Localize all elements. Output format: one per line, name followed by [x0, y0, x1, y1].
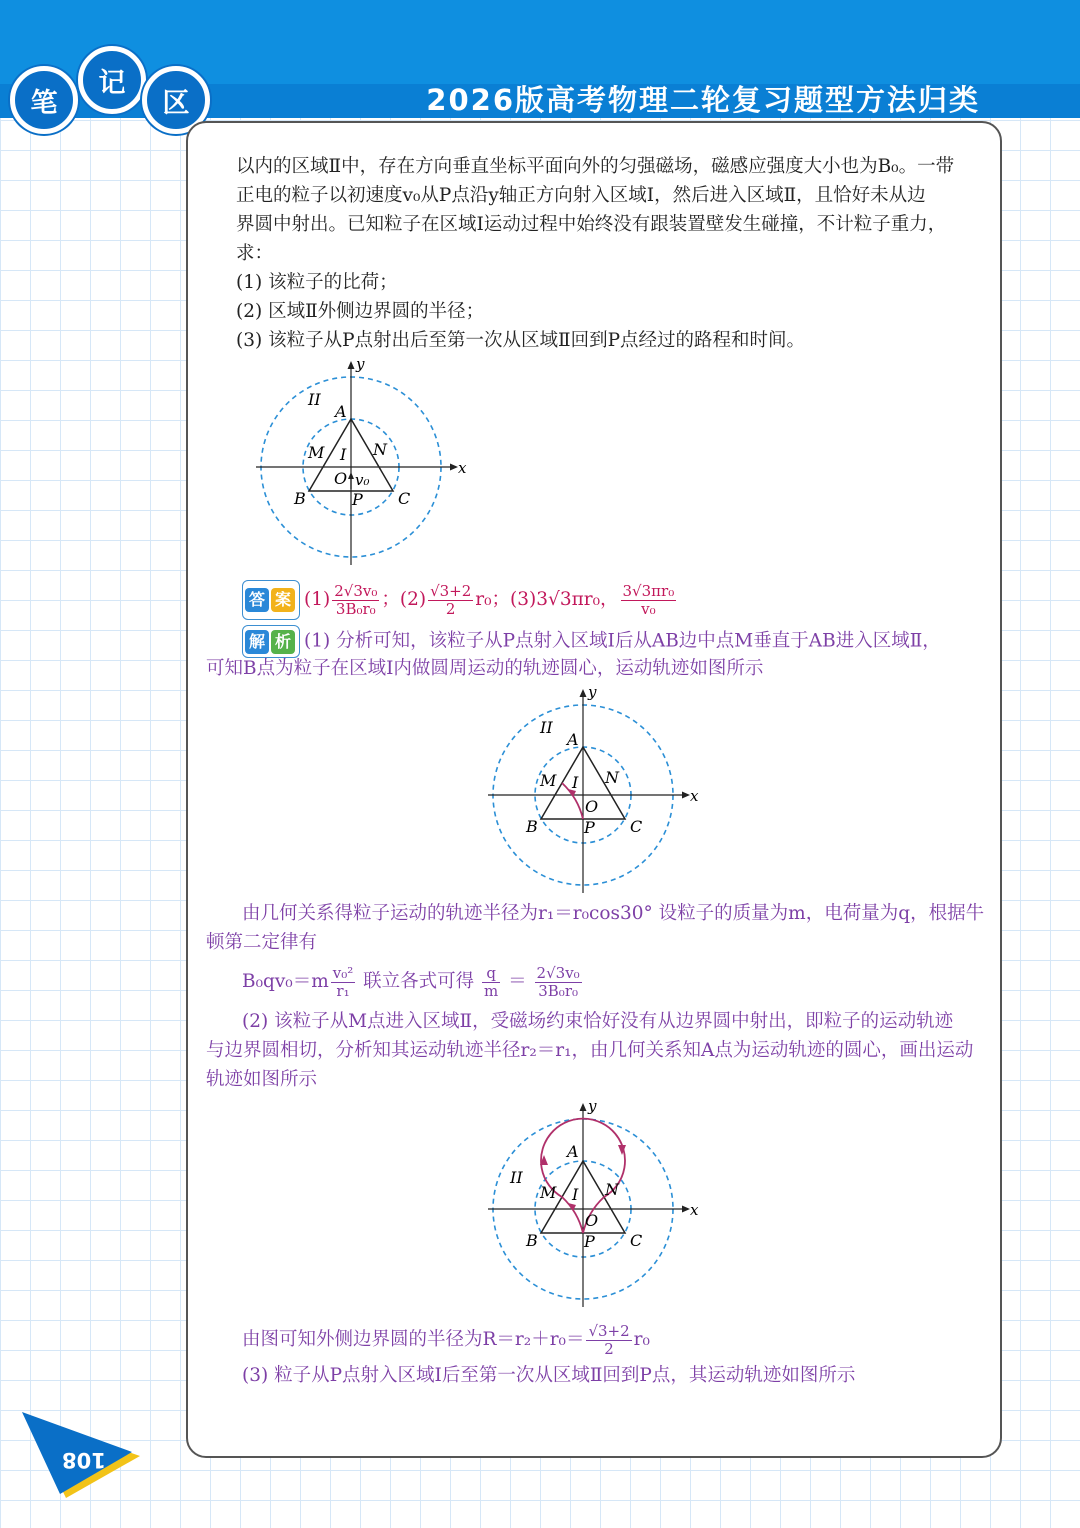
label-P: P: [584, 818, 595, 837]
y-axis-arrow: [580, 1103, 587, 1111]
answer-fraction-2: $\frac{√3+2}{2}$: [430, 581, 472, 618]
label-I: I: [572, 773, 579, 792]
label-C: C: [630, 817, 643, 836]
label-x: x: [458, 459, 467, 477]
label-B: B: [526, 1231, 538, 1250]
question-1: (1) 该粒子的比荷；: [236, 272, 398, 293]
analysis-equation: B₀qv₀＝m $\frac{\text{v₀²}}{\text{r₁}}$ 联立各式可得 $\frac{q}{m}$ ＝ $\frac{\text{2√3v₀}}{\text{3B₀r₀}}$: [242, 963, 580, 1000]
label-P: P: [584, 1232, 595, 1251]
analysis-line-7: 轨迹如图所示: [206, 1069, 318, 1090]
header-bubble-1: 笔: [10, 66, 78, 134]
analysis-line-1: 解 析 (1) 分析可知，该粒子从P点射入区域Ⅰ后从AB边中点M垂直于AB进入区域Ⅱ，: [242, 625, 941, 658]
label-II: II: [510, 1168, 523, 1187]
analysis-line-8: 由图可知外侧边界圆的半径为R＝r₂＋r₀＝ $\frac{√3+2}{2}$ r₀: [242, 1321, 650, 1358]
equation-fraction-2: $\frac{q}{m}$: [484, 963, 499, 1000]
answer-line: 答 案 (1) $\frac{\text{2√3v₀}}{\text{3B₀r₀}}$ ；(2) $\frac{√3+2}{2}$ r₀；(3)3√3πr₀， $\frac{\text{3√3πr₀}}{\text{v₀}}$: [242, 580, 678, 620]
label-M: M: [540, 771, 557, 790]
x-axis-arrow: [682, 1206, 690, 1213]
analysis-line-2: 可知B点为粒子在区域Ⅰ内做圆周运动的轨迹圆心，运动轨迹如图所示: [206, 658, 764, 679]
problem-line-2: 正电的粒子以初速度v₀从P点沿y轴正方向射入区域Ⅰ，然后进入区域Ⅱ，且恰好未从边: [236, 185, 926, 206]
label-x: x: [690, 787, 699, 805]
analysis-tag: 解 析: [242, 625, 300, 658]
label-A: A: [567, 730, 579, 749]
header-title: 2026版高考物理二轮复习题型方法归类: [426, 83, 980, 117]
radius-fraction: $\frac{√3+2}{2}$: [588, 1321, 630, 1358]
answer-fraction-3: $\frac{\text{3√3πr₀}}{\text{v₀}}$: [622, 581, 675, 618]
question-3: (3) 该粒子从P点射出后至第一次从区域Ⅱ回到P点经过的路程和时间。: [236, 330, 806, 351]
y-axis-arrow: [348, 361, 355, 369]
label-O: O: [334, 469, 348, 488]
label-O: O: [585, 1211, 599, 1230]
analysis-line-9: (3) 粒子从P点射入区域Ⅰ后至第一次从区域Ⅱ回到P点，其运动轨迹如图所示: [242, 1365, 856, 1386]
label-I: I: [572, 1185, 579, 1204]
label-M: M: [540, 1183, 557, 1202]
label-y: y: [588, 683, 597, 701]
equation-fraction-1: $\frac{\text{v₀²}}{\text{r₁}}$: [332, 963, 354, 1000]
analysis-line-6: 与边界圆相切，分析知其运动轨迹半径r₂＝r₁，由几何关系知A点为运动轨迹的圆心，画出运动: [206, 1040, 974, 1061]
label-II: II: [540, 718, 553, 737]
problem-line-4: 求：: [236, 243, 274, 264]
page-number: 108: [62, 1448, 106, 1472]
label-C: C: [630, 1231, 643, 1250]
label-N: N: [373, 440, 387, 459]
analysis-line-3: 由几何关系得粒子运动的轨迹半径为r₁＝r₀cos30° 设粒子的质量为m，电荷量为q，根据牛: [242, 903, 985, 924]
label-B: B: [526, 817, 538, 836]
label-y: y: [588, 1097, 597, 1115]
problem-line-3: 界圆中射出。已知粒子在区域Ⅰ运动过程中始终没有跟装置壁发生碰撞，不计粒子重力，: [236, 214, 947, 235]
label-C: C: [398, 489, 411, 508]
answer-fraction-1: $\frac{\text{2√3v₀}}{\text{3B₀r₀}}$: [334, 581, 378, 618]
label-A: A: [335, 402, 347, 421]
x-axis-arrow: [450, 464, 458, 471]
figure-3: [478, 1097, 708, 1312]
label-B: B: [294, 489, 306, 508]
label-N: N: [605, 768, 619, 787]
label-x: x: [690, 1201, 699, 1219]
equation-fraction-3: $\frac{\text{2√3v₀}}{\text{3B₀r₀}}$: [536, 963, 580, 1000]
label-O: O: [585, 797, 599, 816]
label-P: P: [352, 490, 363, 509]
figure-2: [478, 683, 708, 898]
label-II: II: [308, 390, 321, 409]
y-axis-arrow: [580, 689, 587, 697]
analysis-line-4: 顿第二定律有: [206, 932, 318, 953]
header-bubble-2: 记: [78, 46, 146, 114]
problem-line-1: 以内的区域Ⅱ中，存在方向垂直坐标平面向外的匀强磁场，磁感应强度大小也为B₀。一带: [236, 156, 955, 177]
label-I: I: [340, 445, 347, 464]
question-2: (2) 区域Ⅱ外侧边界圆的半径；: [236, 301, 485, 322]
analysis-line-5: (2) 该粒子从M点进入区域Ⅱ，受磁场约束恰好没有从边界圆中射出，即粒子的运动轨迹: [242, 1011, 954, 1032]
label-M: M: [308, 443, 325, 462]
figure-1: [246, 355, 476, 570]
header-bubble-3: 区: [142, 66, 210, 134]
label-A: A: [567, 1142, 579, 1161]
label-v0: v₀: [355, 471, 370, 489]
x-axis-arrow: [682, 792, 690, 799]
label-N: N: [605, 1180, 619, 1199]
answer-tag: 答 案: [242, 580, 300, 620]
label-y: y: [356, 355, 365, 373]
